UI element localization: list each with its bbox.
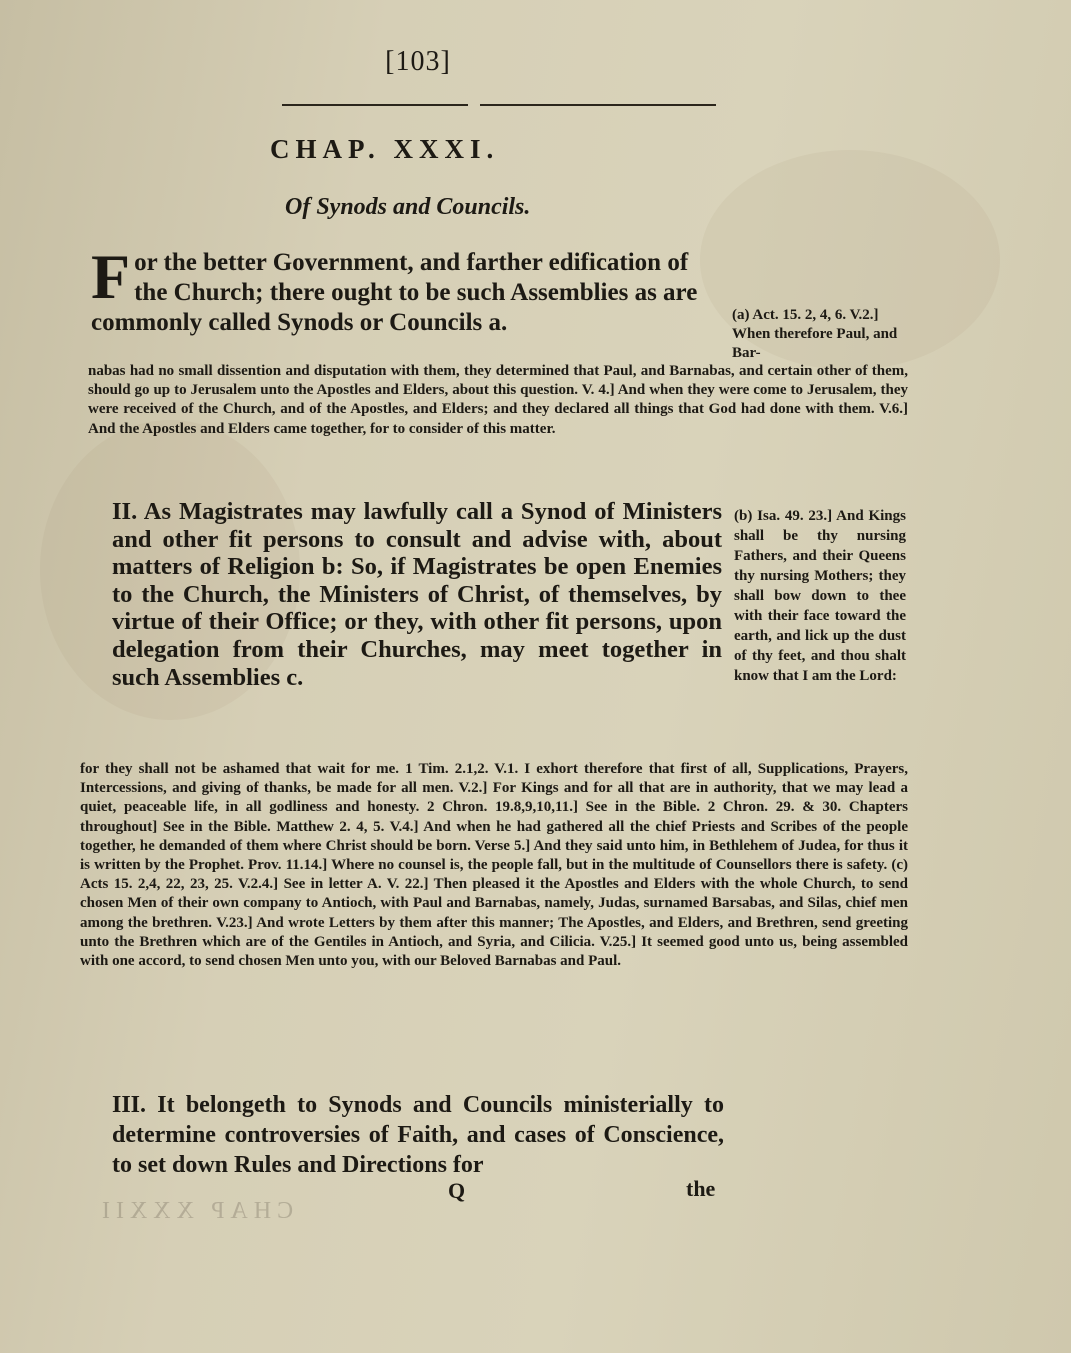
chapter-title: CHAP. XXXI. xyxy=(270,134,500,164)
page-number: [103] xyxy=(385,46,451,77)
footnote-b-body: for they shall not be ashamed that wait for me. 1 Tim. 2.1,2. V.1. I exhort therefore that first of all, Supplications, Prayers, Intercessions, and giving of thanks, be made for all men. V.2.] For Kings and for all that are in authority, that we may lead a quiet, peaceable life, in all godliness and honesty. 2 Chron. 19.8,9,10,11.] See in the Bible. 2 Chron. 29. & 30. Chapters throughout] See in the Bible. Matthew 2. 4, 5. V.4.] And when he had gathered all the chief Priests and Scribes of the people together, he demanded of them where Christ should be born. Verse 5.] And they said unto him, in Bethlehem of Judea, for thus it is written by the Prophet. Prov. 11.14.] Where no counsel is, the people fall, but in the multitude of Counsellors there is safety. (c) Acts 15. 2,4, 22, 23, 25. V.2.4.] See in letter A. V. 22.] Then pleased it the Apostles and Elders with the whole Church, to send chosen Men of their own company to Antioch, with Paul and Barnabas, namely, Judas, surnamed Barsabas, and Silas, chief men among the brethren. V.23.] And wrote Letters by them after this manner; The Apostles, and Elders, and Brethren, send greeting unto the Brethren which are of the Gentiles in Antioch, and Syria, and Cilicia. V.25.] It seemed good unto us, being assembled with one accord, to send chosen Men unto you, with our Beloved Barnabas and Paul. xyxy=(80,761,908,970)
footnote-a-body: nabas had no small dissention and disputation with them, they determined that Paul, and Barnabas, and certain other of them, should go up to Jerusalem unto the Apostles and Elders, about this question. V. 4.] And when they were come to Jerusalem, they were received of the Church, and of the Apostles, and Elders; and they declared all things that God had done with them. V.6.] And the Apostles and Elders came together, for to consider of this matter. xyxy=(88,363,908,437)
margin-note-b-head: (b) Isa. 49. 23.] And Kings shall be thy nursing Fathers, and their Queens thy nursing Mothers; they shall bow down to thee with their face toward the earth, and lick up the dust of thy feet, and thou shalt know that I am the Lord: xyxy=(734,508,906,684)
signature-mark: Q xyxy=(448,1178,466,1203)
header-rule-left xyxy=(282,104,468,106)
bleed-through-text: CHAP XXXII xyxy=(96,1198,294,1224)
margin-note-a-head: (a) Act. 15. 2, 4, 6. V.2.] When therefore Paul, and Bar- xyxy=(732,307,898,361)
section-1-paragraph xyxy=(91,241,725,338)
chapter-subtitle: Of Synods and Councils. xyxy=(285,194,531,220)
section-2-paragraph: II. As Magistrates may lawfully call a Synod of Ministers and other fit persons to consult and advise with, about matters of Religion b: So, if Magistrates be open Enemies to the Church, the Ministers of Christ, of themselves, by virtue of their Office; or they, with other fit persons, upon delegation from their Churches, may meet together in such Assemblies c. xyxy=(112,498,722,691)
header-rule-right xyxy=(480,104,716,106)
section-3-paragraph: III. It belongeth to Synods and Councils ministerially to determine controversies of Faith, and cases of Conscience, to set down Rules and Directions for xyxy=(112,1092,724,1178)
drop-cap: F xyxy=(91,241,131,312)
catchword: the xyxy=(686,1176,716,1201)
section-1-text: or the better Government, and farther edification of the Church; there ought to be such Assemblies as are commonly called Synods or Councils a. xyxy=(91,249,698,336)
